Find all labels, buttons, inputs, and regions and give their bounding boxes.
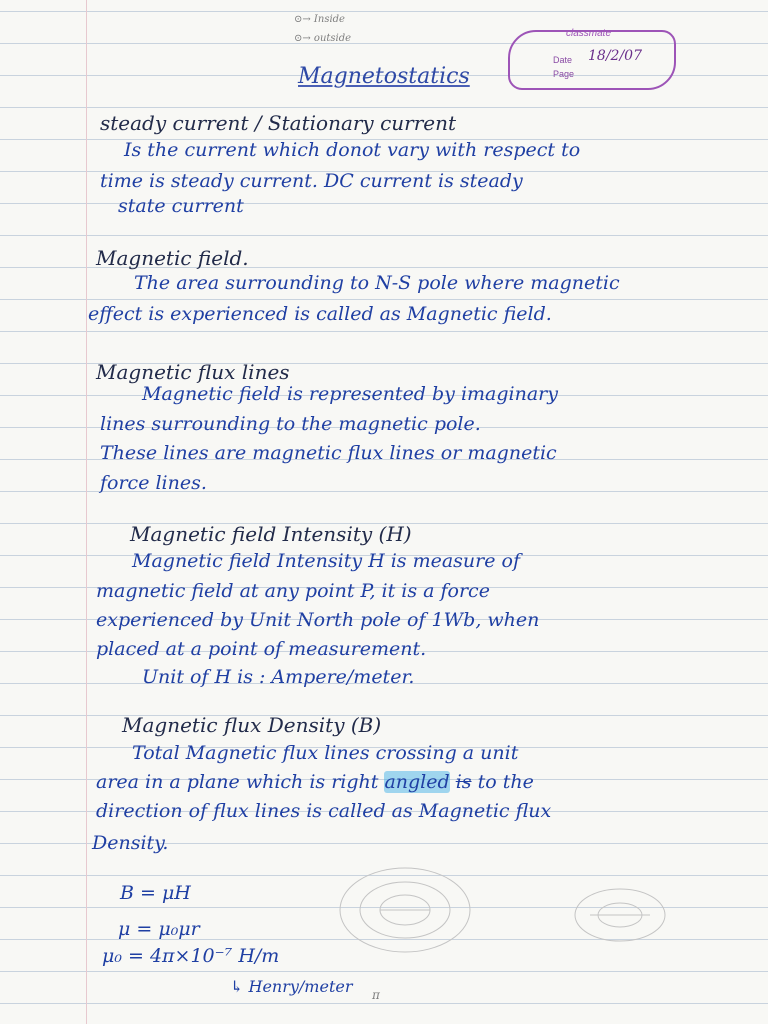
steady-line-3: state current	[118, 195, 244, 217]
heading-flux-lines: Magnetic flux lines	[96, 360, 290, 384]
flux-lines-line-3: These lines are magnetic flux lines or magnetic	[100, 442, 557, 464]
flux-lines-line-4: force lines.	[100, 472, 207, 494]
outside-note: ⊙→ outside	[294, 33, 352, 44]
intensity-unit-line: Unit of H is : Ampere/meter.	[142, 666, 415, 688]
page-title: Magnetostatics	[298, 64, 470, 89]
flux-lines-line-1: Magnetic field is represented by imaginary	[142, 383, 558, 405]
stamp-date-label: Date	[553, 55, 573, 65]
pencil-mark: π	[372, 988, 380, 1002]
heading-flux-density: Magnetic flux Density (B)	[122, 713, 382, 737]
flux-lines-line-2: lines surrounding to the magnetic pole.	[100, 413, 481, 435]
steady-line-1: Is the current which donot vary with respect to	[124, 139, 581, 161]
heading-steady-current: steady current / Stationary current	[100, 111, 457, 135]
formula-mu0: μ₀ = 4π×10⁻⁷ H/m	[102, 945, 280, 967]
heading-field-intensity: Magnetic field Intensity (H)	[130, 522, 412, 546]
stamp-page-label: Page	[553, 69, 575, 79]
margin-line	[86, 0, 87, 1024]
density-line-2-end: to the	[477, 771, 534, 793]
highlighted-word: angled	[384, 771, 450, 793]
intensity-line-4: placed at a point of measurement.	[96, 638, 427, 660]
pencil-field-sketch	[320, 855, 700, 985]
henry-per-meter-note: ↳ Henry/meter	[230, 977, 353, 996]
density-line-4: Density.	[92, 832, 169, 854]
stamp-date-value: 18/2/07	[588, 48, 642, 64]
formula-b-mu-h: B = μH	[120, 882, 191, 904]
density-line-2	[96, 771, 534, 793]
intensity-line-3: experienced by Unit North pole of 1Wb, when	[96, 609, 540, 631]
steady-line-2: time is steady current. DC current is steady	[100, 170, 523, 192]
inside-note: ⊙→ Inside	[294, 14, 345, 25]
field-line-2: effect is experienced is called as Magnetic field.	[88, 303, 552, 325]
stamp-brand: classmate	[566, 28, 612, 39]
intensity-line-1: Magnetic field Intensity H is measure of	[132, 550, 520, 572]
formula-mu: μ = μ₀μr	[118, 918, 200, 940]
intensity-line-2: magnetic field at any point P, it is a force	[96, 580, 490, 602]
struck-word: is	[455, 771, 472, 793]
density-line-2-start: area in a plane which is right	[96, 771, 379, 793]
field-line-1: The area surrounding to N-S pole where magnetic	[134, 272, 620, 294]
heading-magnetic-field: Magnetic field.	[96, 246, 249, 270]
density-line-1: Total Magnetic flux lines crossing a unit	[132, 742, 519, 764]
density-line-3: direction of flux lines is called as Magnetic flux	[96, 800, 552, 822]
